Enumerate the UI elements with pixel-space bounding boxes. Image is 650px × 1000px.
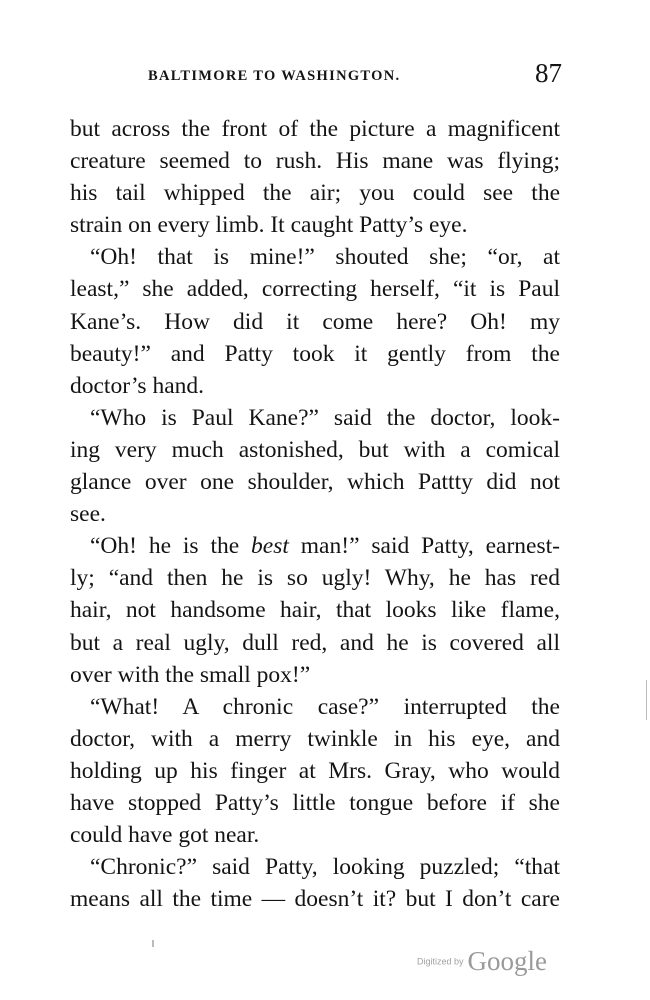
text-line: beauty!” and Patty took it gently from the (70, 340, 560, 367)
text-line: but across the front of the picture a magnificent (70, 116, 560, 142)
text-line: doctor, with a merry twinkle in his eye, and (70, 725, 560, 752)
text-run: “Oh! he is the (90, 533, 252, 560)
text-line: ly; “and then he is so ugly! Why, he has red (70, 565, 560, 592)
text-line: glance over one shoulder, which Pattty did not (70, 469, 560, 496)
text-line: his tail whipped the air; you could see the (70, 180, 560, 207)
text-line: “Oh! that is mine!” shouted she; “or, at (90, 244, 560, 271)
text-line: means all the time — doesn’t it? but I don’t care (70, 886, 560, 913)
text-line: “Who is Paul Kane?” said the doctor, look- (90, 404, 560, 431)
text-line: holding up his finger at Mrs. Gray, who would (70, 757, 560, 784)
body-text (70, 113, 560, 915)
watermark-prefix: Digitized by (417, 956, 464, 967)
text-line: hair, not handsome hair, that looks like flame, (70, 597, 560, 624)
scan-speck (646, 680, 647, 720)
text-run: man!” said Patty, earnest- (288, 533, 560, 560)
google-logo: Google (467, 946, 548, 976)
text-line: doctor’s hand. (70, 372, 205, 399)
text-line: see. (70, 501, 106, 528)
page-header (70, 58, 562, 96)
text-line: least,” she added, correcting herself, “it is Paul (70, 276, 560, 303)
text-line (70, 530, 560, 562)
text-line: strain on every limb. It caught Patty’s eye. (70, 212, 468, 239)
scan-speck (152, 940, 154, 947)
text-line: but a real ugly, dull red, and he is covered all (70, 629, 560, 656)
text-line: Kane’s. How did it come here? Oh! my (70, 308, 560, 335)
emphasis-text: best (251, 533, 289, 560)
text-line: could have got near. (70, 822, 260, 849)
text-line: ing very much astonished, but with a comical (70, 436, 560, 463)
text-line: “Chronic?” said Patty, looking puzzled; “that (90, 854, 560, 881)
digitized-watermark (417, 946, 547, 977)
text-line: “What! A chronic case?” interrupted the (90, 693, 560, 720)
text-line: over with the small pox!” (70, 661, 311, 688)
running-head: BALTIMORE TO WASHINGTON. (148, 68, 401, 84)
text-line: creature seemed to rush. His mane was flying; (70, 148, 560, 175)
text-line: have stopped Patty’s little tongue before if she (70, 789, 560, 816)
page-number: 87 (535, 58, 562, 88)
